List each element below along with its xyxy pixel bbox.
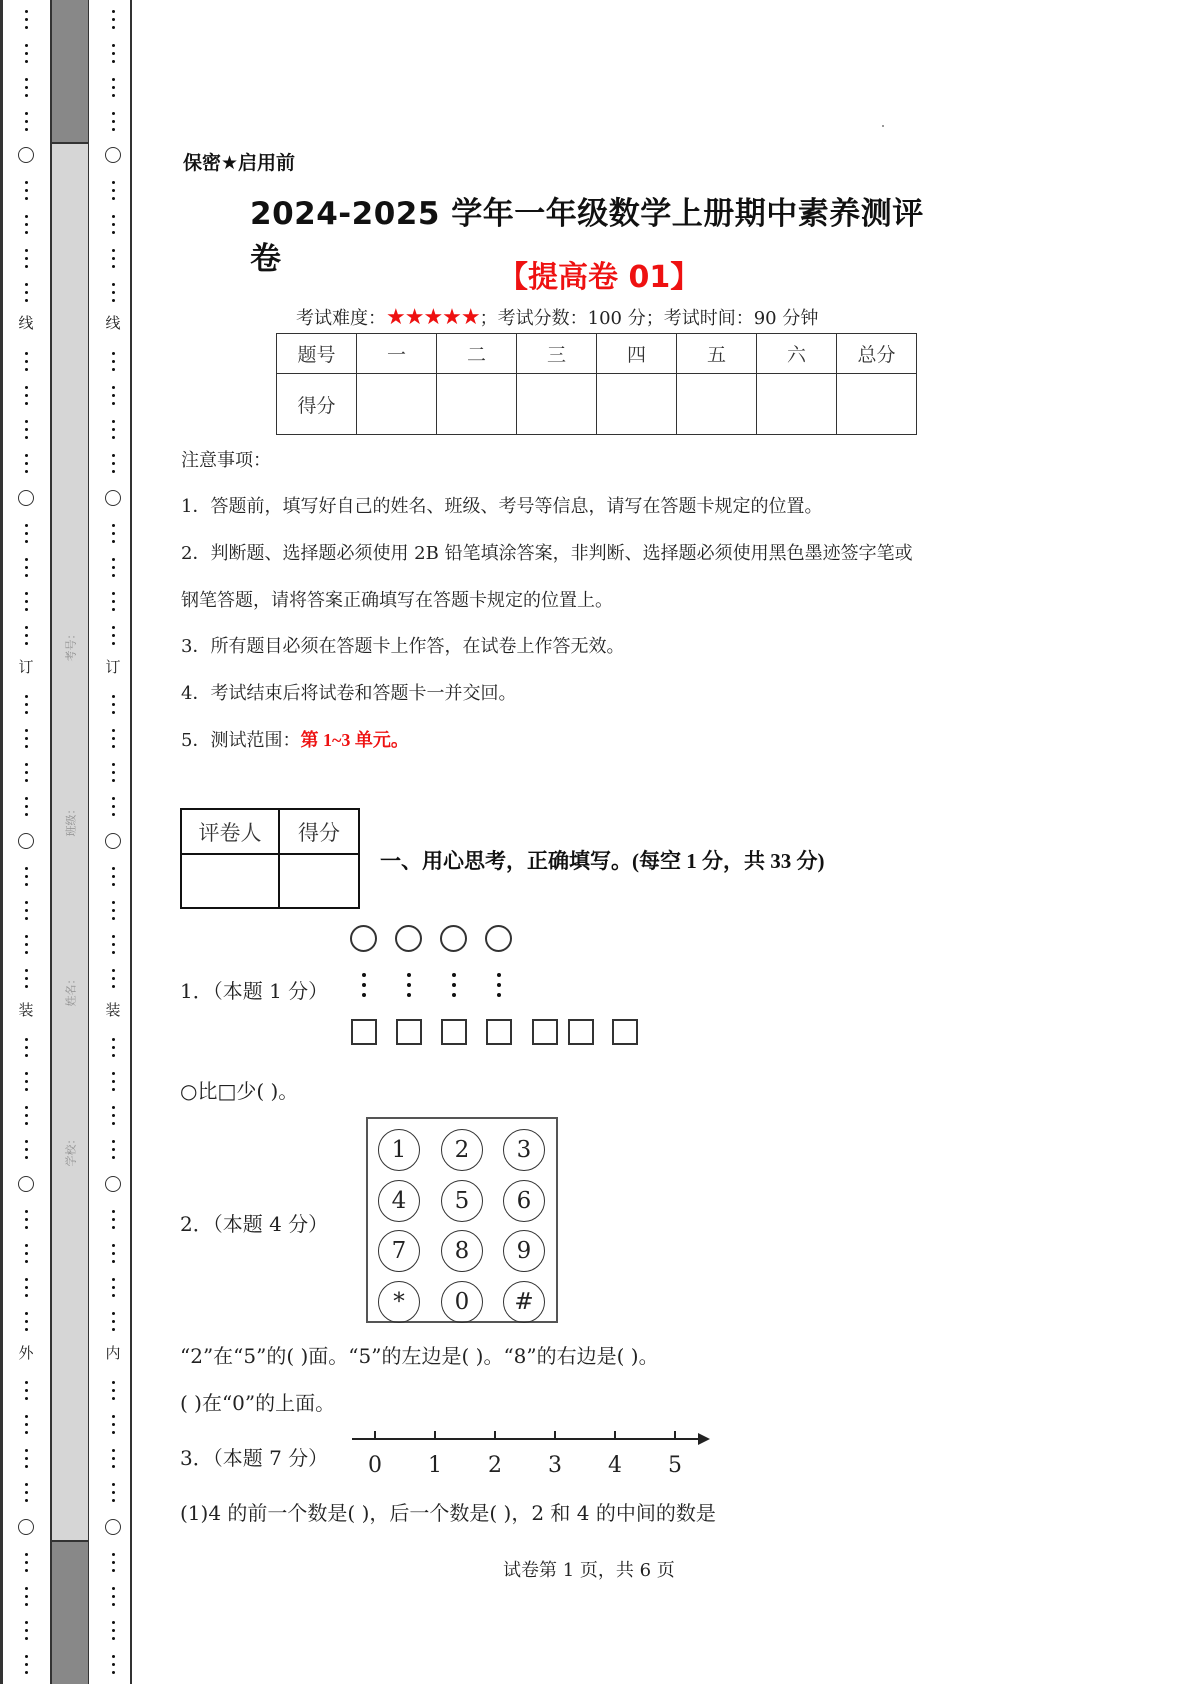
keypad-key-hash: # [503,1281,545,1323]
paper-subtitle: 【提高卷 01】 [498,260,701,295]
gutter-circle-icon [105,1176,121,1192]
notes-item-scope: 5．测试范围：第 1~3 单元。 [181,730,409,751]
number-line-label: 3 [548,1453,562,1478]
notes-heading: 注意事项： [181,450,271,471]
notes-item: 4．考试结束后将试卷和答题卡一并交回。 [181,683,517,704]
score-table-header-row [277,334,917,374]
gutter-circle-icon [18,1176,34,1192]
gutter-circle-icon [105,833,121,849]
gutter-border-left [0,0,3,1684]
square-icon [441,1019,467,1045]
circle-icon [350,925,377,952]
gutter-mark-install: 装 [105,1001,121,1019]
score-table-col: 三 [517,334,597,374]
arrow-right-icon [698,1433,710,1445]
gutter-circle-icon [18,833,34,849]
question-2-line-1: “2”在“5”的( )面。“5”的左边是( )。“8”的右边是( )。 [180,1344,659,1368]
question-2-label: 2．（本题 4 分） [180,1212,329,1236]
difficulty-label: 考试难度： [296,308,386,329]
gutter-mark-install: 装 [18,1001,34,1019]
notes-item: 1．答题前，填写好自己的姓名、班级、考号等信息，请写在答题卡规定的位置。 [181,496,823,517]
keypad-key: 0 [441,1281,483,1323]
score-table [276,333,917,435]
gutter-mark-bind: 订 [105,658,121,676]
number-line-figure [352,1435,712,1478]
keypad-key: 1 [378,1129,420,1171]
circle-icon [395,925,422,952]
gutter-strip-bottom [52,1541,88,1684]
score-table-col: 总分 [837,334,917,374]
phone-keypad-figure [366,1117,558,1323]
score-table-col: 四 [597,334,677,374]
score-cell [357,374,437,435]
gutter-label-exam-no: 考号： [64,628,77,662]
score-table-col: 二 [437,334,517,374]
question-1-text: ○比□少( )。 [180,1079,299,1103]
grader-score-header: 得分 [279,809,359,854]
question-2-line-2: ( )在“0”的上面。 [180,1391,336,1415]
score-cell [597,374,677,435]
square-icon [612,1019,638,1045]
gutter-circle-icon [18,147,34,163]
square-icon [532,1019,558,1045]
confidential-notice: 保密★启用前 [183,152,296,174]
score-cell [837,374,917,435]
number-line-label: 0 [368,1453,382,1478]
score-cell [437,374,517,435]
square-icon [568,1019,594,1045]
number-line-label: 2 [488,1453,502,1478]
keypad-key: 6 [503,1180,545,1222]
square-icon [486,1019,512,1045]
score-cell [677,374,757,435]
keypad-key: 5 [441,1180,483,1222]
gutter-circle-icon [105,147,121,163]
score-table-col: 一 [357,334,437,374]
section-1-title: 一、用心思考，正确填写。(每空 1 分，共 33 分) [380,849,825,873]
gutter-mark-line: 线 [105,314,121,332]
number-line-label: 4 [608,1453,622,1478]
difficulty-stars-icon: ★★★★★ [386,305,480,330]
gutter-inner-column [103,0,123,1684]
score-table-col: 五 [677,334,757,374]
score-table-row-header: 得分 [277,374,357,435]
gutter-circle-icon [18,1519,34,1535]
score-table-col: 六 [757,334,837,374]
keypad-key: 2 [441,1129,483,1171]
grader-box [180,808,360,909]
exam-meta [296,304,818,330]
circle-icon [485,925,512,952]
notes-item: 钢笔答题，请将答案正确填写在答题卡规定的位置上。 [181,590,613,611]
gutter-outer-column [16,0,36,1684]
keypad-key: 9 [503,1230,545,1272]
gutter-border-right [130,0,132,1684]
keypad-key: 7 [378,1230,420,1272]
grader-cell [181,854,279,908]
square-icon [396,1019,422,1045]
gutter-circle-icon [105,490,121,506]
question-1-label: 1．（本题 1 分） [180,979,329,1003]
gutter-circle-icon [105,1519,121,1535]
score-cell [517,374,597,435]
gutter-mark-inner: 内 [105,1344,121,1362]
gutter-circle-icon [18,490,34,506]
scan-speck [882,125,884,127]
binding-gutter [0,0,140,1684]
number-line-label: 1 [428,1453,442,1478]
score-table-score-row [277,374,917,435]
gutter-mark-outer: 外 [18,1344,34,1362]
notes-item: 2．判断题、选择题必须使用 2B 铅笔填涂答案，非判断、选择题必须使用黑色墨迹签字笔或 [181,543,913,564]
grader-header: 评卷人 [181,809,279,854]
circle-icon [440,925,467,952]
keypad-key: 8 [441,1230,483,1272]
keypad-key-star: * [378,1281,420,1323]
square-icon [351,1019,377,1045]
gutter-mark-line: 线 [18,314,34,332]
gutter-label-school: 学校： [64,1133,77,1167]
score-cell [757,374,837,435]
gutter-strip-top [52,0,88,143]
test-scope: 第 1~3 单元。 [300,730,409,750]
page-footer: 试卷第 1 页，共 6 页 [503,1560,675,1581]
gutter-mark-bind: 订 [18,658,34,676]
question-3-part-1: (1)4 的前一个数是( )，后一个数是( )，2 和 4 的中间的数是 [180,1501,716,1525]
page-title: 2024-2025 学年一年级数学上册期中素养测评卷 [250,196,924,277]
question-3-label: 3．（本题 7 分） [180,1446,329,1470]
number-line-label: 5 [668,1453,682,1478]
number-line-axis [352,1438,700,1440]
exam-meta-rest: ；考试分数：100 分；考试时间：90 分钟 [479,308,819,329]
gutter-label-name: 姓名： [64,973,77,1007]
keypad-key: 3 [503,1129,545,1171]
grader-score-cell [279,854,359,908]
score-table-row-header: 题号 [277,334,357,374]
keypad-key: 4 [378,1180,420,1222]
gutter-label-class: 班级： [64,803,77,837]
notes-item: 3．所有题目必须在答题卡上作答，在试卷上作答无效。 [181,636,625,657]
